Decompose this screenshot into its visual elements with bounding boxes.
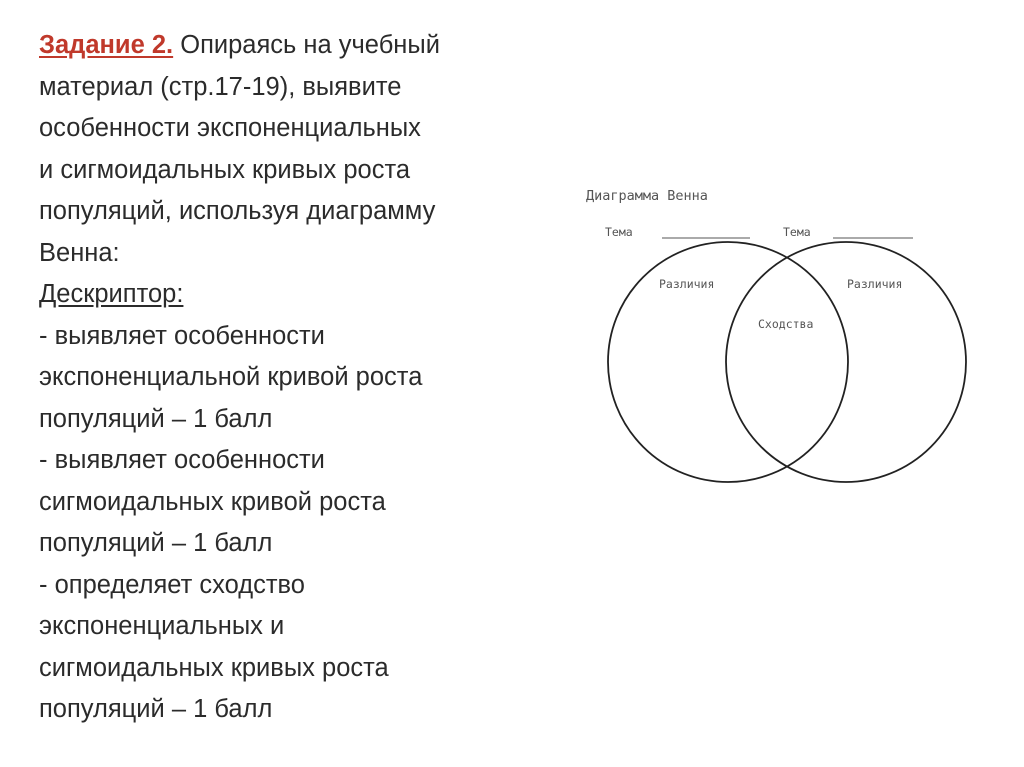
task-label: Задание 2.	[39, 31, 174, 59]
task-intro-line-1	[39, 25, 539, 67]
task-intro-line-6: Венна:	[39, 238, 120, 267]
task-intro-line-3: особенности экспоненциальных	[39, 114, 421, 142]
descriptor-line: - выявляет особенности	[39, 321, 325, 350]
descriptor-heading: Дескриптор:	[39, 280, 184, 308]
task-text-block	[39, 25, 539, 731]
task-intro-text-1: Опираясь на учебный	[180, 31, 440, 59]
task-intro-line-2: материал (стр.17-19), выявите	[39, 72, 402, 101]
descriptor-line: экспоненциальной кривой роста	[39, 363, 423, 391]
descriptor-line: - определяет сходство	[39, 570, 305, 599]
task-intro-line-4: и сигмоидальных кривых роста	[39, 155, 411, 184]
venn-theme-right-label: Тема	[783, 225, 811, 239]
venn-right-circle	[726, 242, 966, 482]
descriptor-line: экспоненциальных и	[39, 612, 285, 640]
descriptor-line: популяций – 1 балл	[39, 404, 273, 433]
descriptor-line: сигмоидальных кривой роста	[39, 487, 386, 516]
venn-diagram	[580, 175, 980, 495]
venn-left-circle	[608, 242, 848, 482]
descriptor-line: - выявляет особенности	[39, 446, 325, 474]
venn-title: Диаграмма Венна	[586, 188, 708, 204]
descriptor-line: популяций – 1 балл	[39, 529, 273, 557]
descriptor-line: популяций – 1 балл	[39, 695, 273, 723]
venn-theme-left-label: Тема	[605, 225, 633, 239]
venn-right-differences-label: Различия	[847, 277, 903, 291]
venn-left-differences-label: Различия	[659, 277, 715, 291]
descriptor-line: сигмоидальных кривых роста	[39, 653, 389, 682]
venn-similarities-label: Сходства	[758, 317, 814, 331]
task-intro-line-5: популяций, используя диаграмму	[39, 197, 436, 225]
